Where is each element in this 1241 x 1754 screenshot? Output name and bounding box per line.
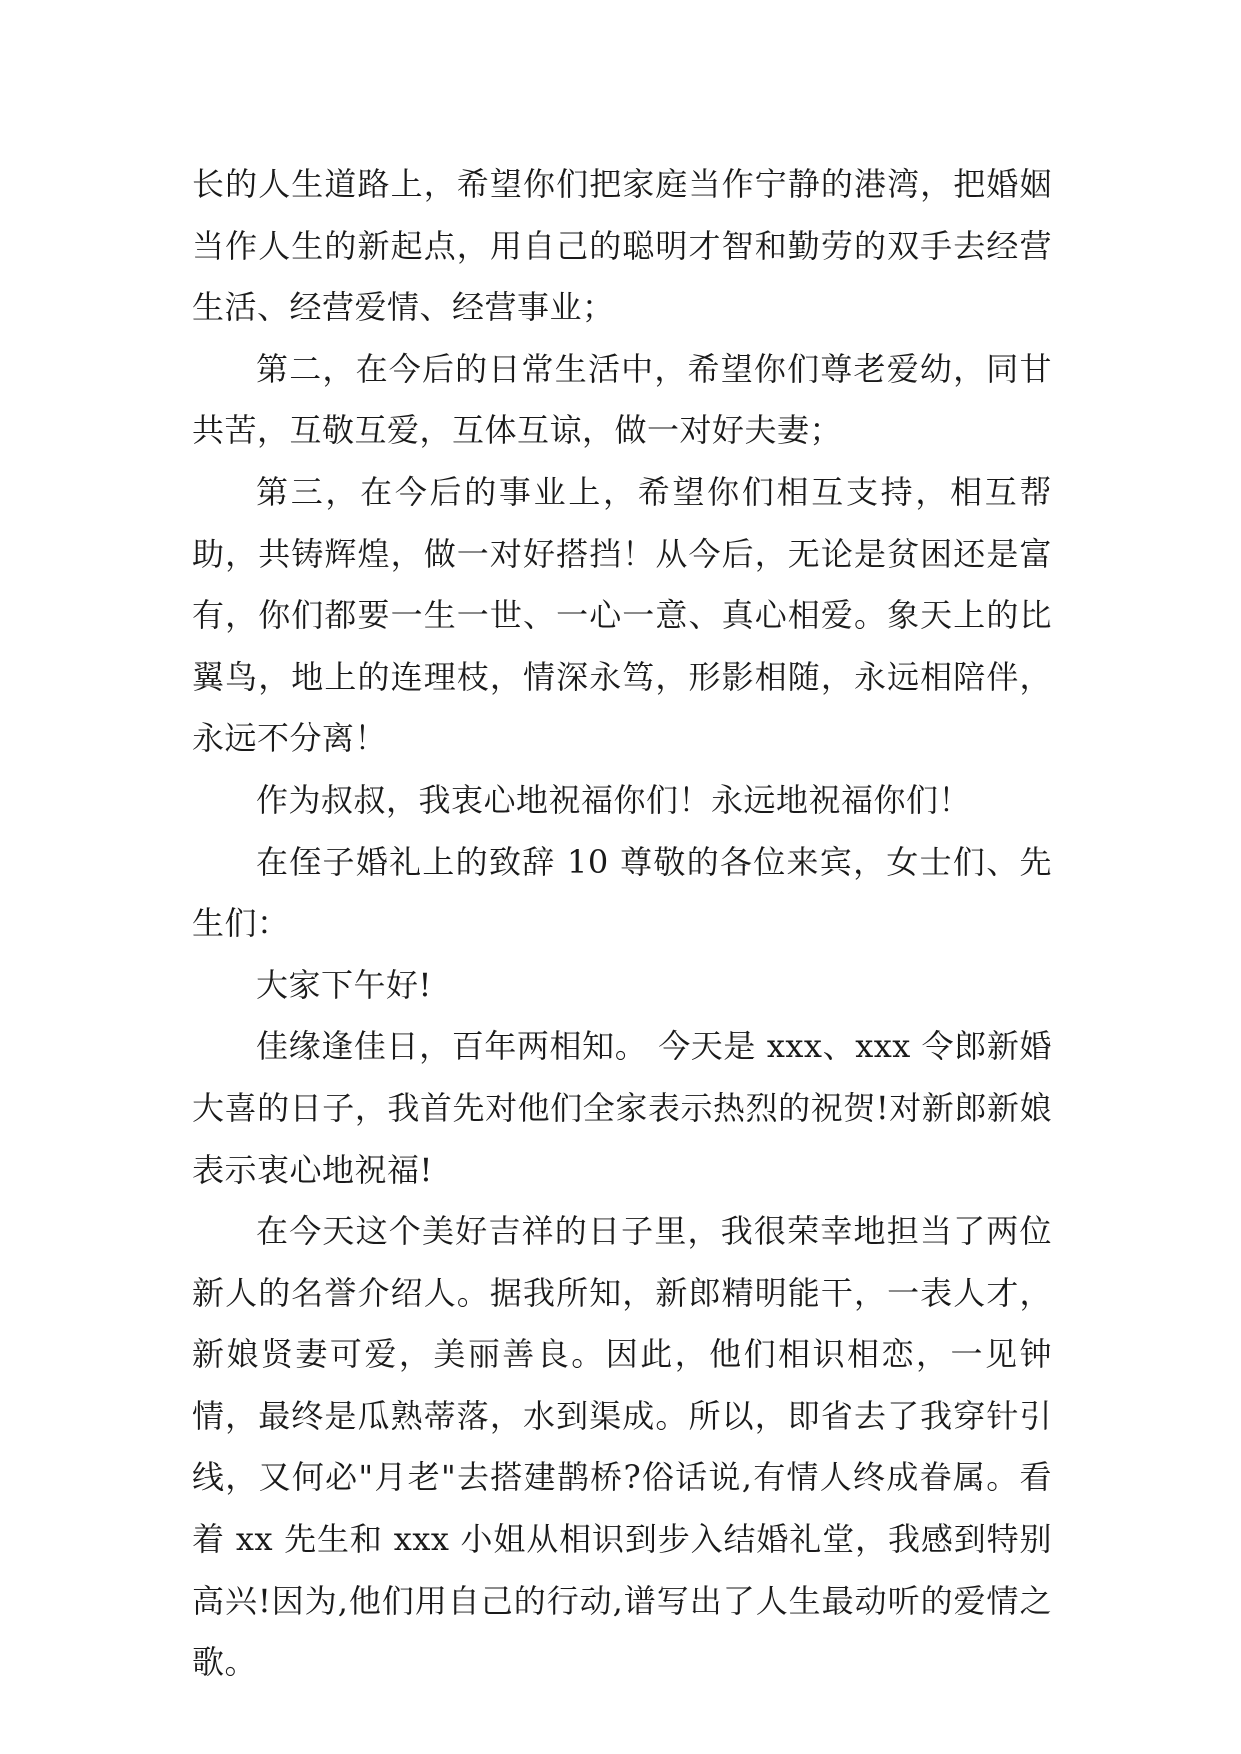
paragraph-1: 长的人生道路上，希望你们把家庭当作宁静的港湾，把婚姻当作人生的新起点，用自己的聪明才智和勤劳的双手去经营生活、经营爱情、经营事业；	[192, 165, 1052, 327]
paragraph-7: 佳缘逢佳日，百年两相知。 今天是 xxx、xxx 令郎新婚大喜的日子，我首先对他们全家表示热烈的祝贺!对新郎新娘表示衷心地祝福!	[192, 1027, 1052, 1189]
document-body	[192, 154, 1052, 1694]
paragraph-8: 在今天这个美好吉祥的日子里，我很荣幸地担当了两位新人的名誉介绍人。据我所知，新郎精明能干，一表人才，新娘贤妻可爱，美丽善良。因此，他们相识相恋，一见钟情，最终是瓜熟蒂落，水到渠成。所以，即省去了我穿针引线，又何必"月老"去搭建鹊桥?俗话说,有情人终成眷属。看着 xx 先生和 xxx 小姐从相识到步入结婚礼堂，我感到特别高兴!因为,他们用自己的行动,谱写出了人生最动听的爱情之歌。	[192, 1212, 1052, 1682]
paragraph-3: 第三，在今后的事业上，希望你们相互支持，相互帮助，共铸辉煌，做一对好搭挡！从今后，无论是贫困还是富有，你们都要一生一世、一心一意、真心相爱。象天上的比翼鸟，地上的连理枝，情深永笃，形影相随，永远相陪伴，永远不分离！	[192, 472, 1052, 758]
paragraph-2: 第二，在今后的日常生活中，希望你们尊老爱幼，同甘共苦，互敬互爱，互体互谅，做一对好夫妻；	[192, 349, 1052, 450]
paragraph-5: 在侄子婚礼上的致辞 10 尊敬的各位来宾，女士们、先生们：	[192, 842, 1052, 943]
paragraph-6: 大家下午好!	[256, 965, 432, 1004]
paragraph-4: 作为叔叔，我衷心地祝福你们！永远地祝福你们！	[256, 780, 972, 819]
